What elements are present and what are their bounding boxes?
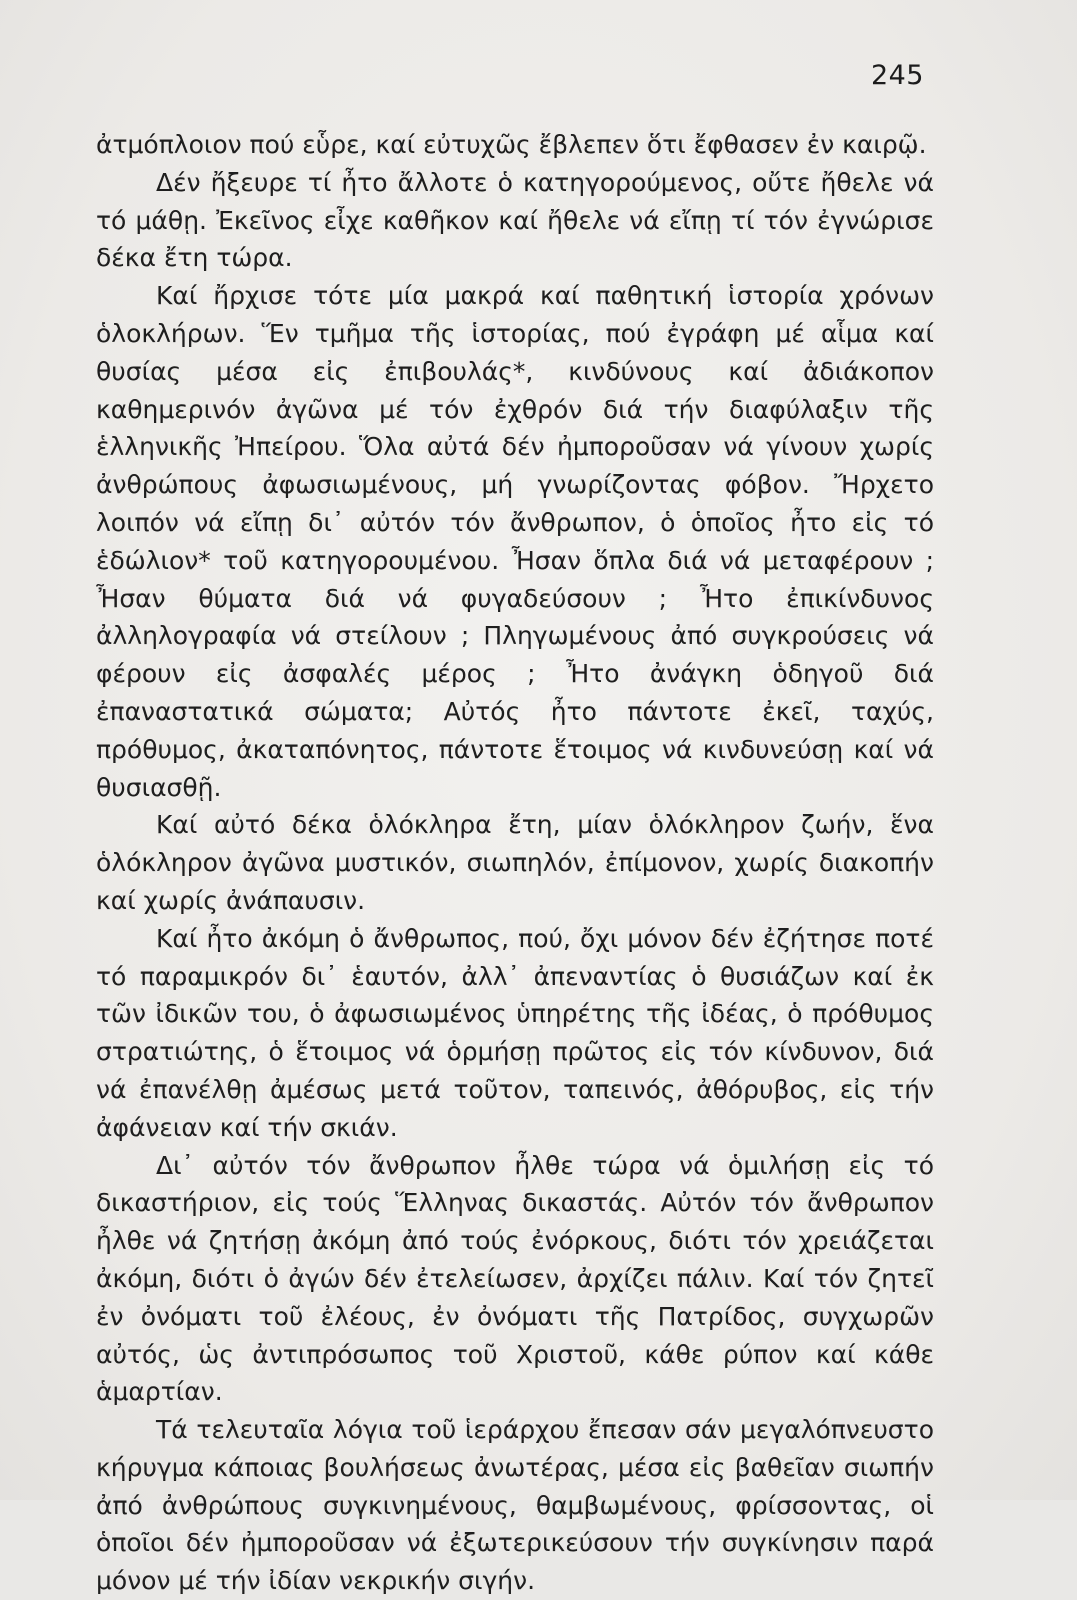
body-text xyxy=(96,126,934,1600)
page-number: 245 xyxy=(870,60,924,91)
paragraph-4: Καί αὐτό δέκα ὁλόκληρα ἔτη, μίαν ὁλόκληρον ζωήν, ἕνα ὁλόκληρον ἀγῶνα μυστικόν, σιωπηλόν, ἐπίμονον, χωρίς διακοπήν καί χωρίς ἀνάπαυσιν. xyxy=(96,810,934,915)
paragraph-7: Τά τελευταῖα λόγια τοῦ ἱεράρχου ἔπεσαν σάν μεγαλόπνευστο κήρυγμα κάποιας βουλήσεως ἀνωτέρας, μέσα εἰς βαθεῖαν σιωπήν ἀπό ἀνθρώπους συγκινημένους, θαμβωμένους, φρίσσοντας, οἱ ὁποῖοι δέν ἠμποροῦσαν νά ἐξωτερικεύσουν τήν συγκίνησιν παρά μόνον μέ τήν ἰδίαν νεκρικήν σιγήν. xyxy=(96,1415,934,1596)
paragraph-1: ἀτμόπλοιον πού εὗρε, καί εὐτυχῶς ἔβλεπεν ὅτι ἔφθασεν ἐν καιρῷ. xyxy=(96,130,927,159)
paragraph-6: Δι᾽ αὐτόν τόν ἄνθρωπον ἦλθε τώρα νά ὁμιλήσῃ εἰς τό δικαστήριον, εἰς τούς Ἕλληνας δικαστάς. Αὐτόν τόν ἄνθρωπον ἦλθε νά ζητήσῃ ἀκόμη ἀπό τούς ἐνόρκους, διότι τόν χρειάζεται ἀκόμη, διότι ὁ ἀγών δέν ἐτελείωσεν, ἀρχίζει πάλιν. Καί τόν ζητεῖ ἐν ὀνόματι τοῦ ἐλέους, ἐν ὀνόματι τῆς Πατρίδος, συγχωρῶν αὐτός, ὡς ἀντιπρόσωπος τοῦ Χριστοῦ, κάθε ρύπον καί κάθε ἁμαρτίαν. xyxy=(96,1150,934,1407)
paragraph-5: Καί ἦτο ἀκόμη ὁ ἄνθρωπος, πού, ὄχι μόνον δέν ἐζήτησε ποτέ τό παραμικρόν δι᾽ ἑαυτόν, ἀλλ᾽ ἀπεναντίας ὁ θυσιάζων καί ἐκ τῶν ἰδικῶν του, ὁ ἀφωσιωμένος ὑπηρέτης τῆς ἰδέας, ὁ πρόθυμος στρατιώτης, ὁ ἕτοιμος νά ὁρμήσῃ πρῶτος εἰς τόν κίνδυνον, διά νά ἐπανέλθῃ ἀμέσως μετά τοῦτον, ταπεινός, ἀθόρυβος, εἰς τήν ἀφάνειαν καί τήν σκιάν. xyxy=(96,923,934,1142)
paragraph-2: Δέν ἤξευρε τί ἦτο ἄλλοτε ὁ κατηγορούμενος, οὔτε ἤθελε νά τό μάθῃ. Ἐκεῖνος εἶχε καθῆκον καί ἤθελε νά εἴπῃ τί τόν ἐγνώρισε δέκα ἔτη τώρα. xyxy=(96,167,934,273)
paragraph-3: Καί ἤρχισε τότε μία μακρά καί παθητική ἱστορία χρόνων ὁλοκλήρων. Ἕν τμῆμα τῆς ἱστορίας, πού ἐγράφη μέ αἷμα καί θυσίας μέσα εἰς ἐπιβουλάς*, κινδύνους καί ἀδιάκοπον καθημερινόν ἀγῶνα μέ τόν ἐχθρόν διά τήν διαφύλαξιν τῆς ἑλληνικῆς Ἠπείρου. Ὅλα αὐτά δέν ἠμποροῦσαν νά γίνουν χωρίς ἀνθρώπους ἀφωσιωμένους, μή γνωρίζοντας φόβον. Ἤρχετο λοιπόν νά εἴπῃ δι᾽ αὐτόν τόν ἄνθρωπον, ὁ ὁποῖος ἦτο εἰς τό ἑδώλιον* τοῦ κατηγορουμένου. Ἦσαν ὅπλα διά νά μεταφέρουν ; Ἦσαν θύματα διά νά φυγαδεύσουν ; Ἦτο ἐπικίνδυνος ἀλληλογραφία νά στείλουν ; Πληγωμένους ἀπό συγκρούσεις νά φέρουν εἰς ἀσφαλές μέρος ; Ἦτο ἀνάγκη ὁδηγοῦ διά ἐπαναστατικά σώματα; Αὐτός ἦτο πάντοτε ἐκεῖ, ταχύς, πρόθυμος, ἀκαταπόνητος, πάντοτε ἕτοιμος νά κινδυνεύσῃ καί νά θυσιασθῇ. xyxy=(96,281,934,802)
